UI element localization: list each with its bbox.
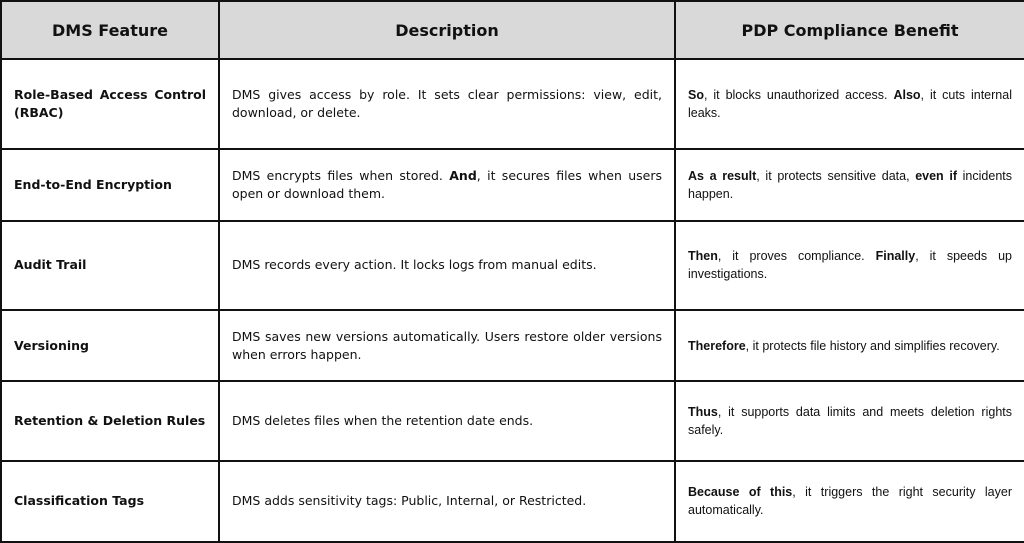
- header-dms-feature: DMS Feature: [1, 1, 219, 59]
- benefit-cell: [675, 310, 1024, 381]
- emphasis-text: Finally: [875, 249, 916, 264]
- feature-cell: Versioning: [1, 310, 219, 381]
- body-text: , it triggers the right security layer automatically.: [688, 485, 1012, 518]
- body-text: , it secures files when users open or download them.: [232, 168, 662, 201]
- emphasis-text: And: [449, 168, 477, 183]
- table-row: [1, 310, 1024, 381]
- table-row: [1, 461, 1024, 542]
- header-row: [1, 1, 1024, 59]
- body-text: DMS gives access by role. It sets clear permissions: view, edit, download, or delete.: [232, 87, 662, 121]
- feature-cell: Retention & Deletion Rules: [1, 381, 219, 460]
- table-header: [1, 1, 1024, 59]
- description-cell: [219, 149, 675, 220]
- feature-cell: End-to-End Encryption: [1, 149, 219, 220]
- emphasis-text: So: [688, 88, 704, 103]
- body-text: incidents happen.: [688, 169, 1012, 201]
- emphasis-text: Also: [893, 88, 921, 103]
- body-text: , it blocks unauthorized access.: [703, 88, 894, 103]
- emphasis-text: Because of this: [688, 485, 793, 500]
- body-text: , it supports data limits and meets deletion rights safely.: [688, 404, 1012, 437]
- emphasis-text: Then: [688, 249, 718, 264]
- table-body: [1, 59, 1024, 542]
- body-text: DMS encrypts files when stored.: [232, 168, 450, 183]
- feature-cell: Classification Tags: [1, 461, 219, 542]
- emphasis-text: even if: [915, 169, 957, 183]
- body-text: DMS records every action. It locks logs from manual edits.: [232, 257, 597, 273]
- table-row: [1, 149, 1024, 220]
- body-text: , it speeds up investigations.: [688, 249, 1012, 282]
- body-text: , it protects file history and simplifies recovery.: [745, 338, 1000, 353]
- emphasis-text: Therefore: [688, 338, 746, 353]
- description-cell: [219, 310, 675, 381]
- body-text: DMS saves new versions automatically. Users restore older versions when errors happen.: [232, 328, 662, 362]
- description-cell: [219, 461, 675, 542]
- body-text: , it proves compliance.: [717, 249, 876, 264]
- description-cell: [219, 381, 675, 460]
- benefit-cell: [675, 221, 1024, 310]
- table-row: [1, 59, 1024, 149]
- feature-cell: Audit Trail: [1, 221, 219, 310]
- body-text: DMS adds sensitivity tags: Public, Internal, or Restricted.: [232, 493, 587, 509]
- benefit-cell: [675, 381, 1024, 460]
- emphasis-text: Thus: [688, 404, 718, 419]
- body-text: , it cuts internal leaks.: [688, 88, 1012, 121]
- description-cell: [219, 59, 675, 149]
- benefit-cell: [675, 149, 1024, 220]
- header-description: Description: [219, 1, 675, 59]
- feature-cell: Role-Based Access Control (RBAC): [1, 59, 219, 149]
- body-text: DMS deletes files when the retention date ends.: [232, 412, 534, 428]
- description-cell: [219, 221, 675, 310]
- benefit-cell: [675, 59, 1024, 149]
- table-row: [1, 221, 1024, 310]
- table-row: [1, 381, 1024, 460]
- header-pdp-compliance-benefit: PDP Compliance Benefit: [675, 1, 1024, 59]
- benefit-cell: [675, 461, 1024, 542]
- body-text: , it protects sensitive data,: [756, 169, 916, 183]
- emphasis-text: As a result: [688, 169, 757, 183]
